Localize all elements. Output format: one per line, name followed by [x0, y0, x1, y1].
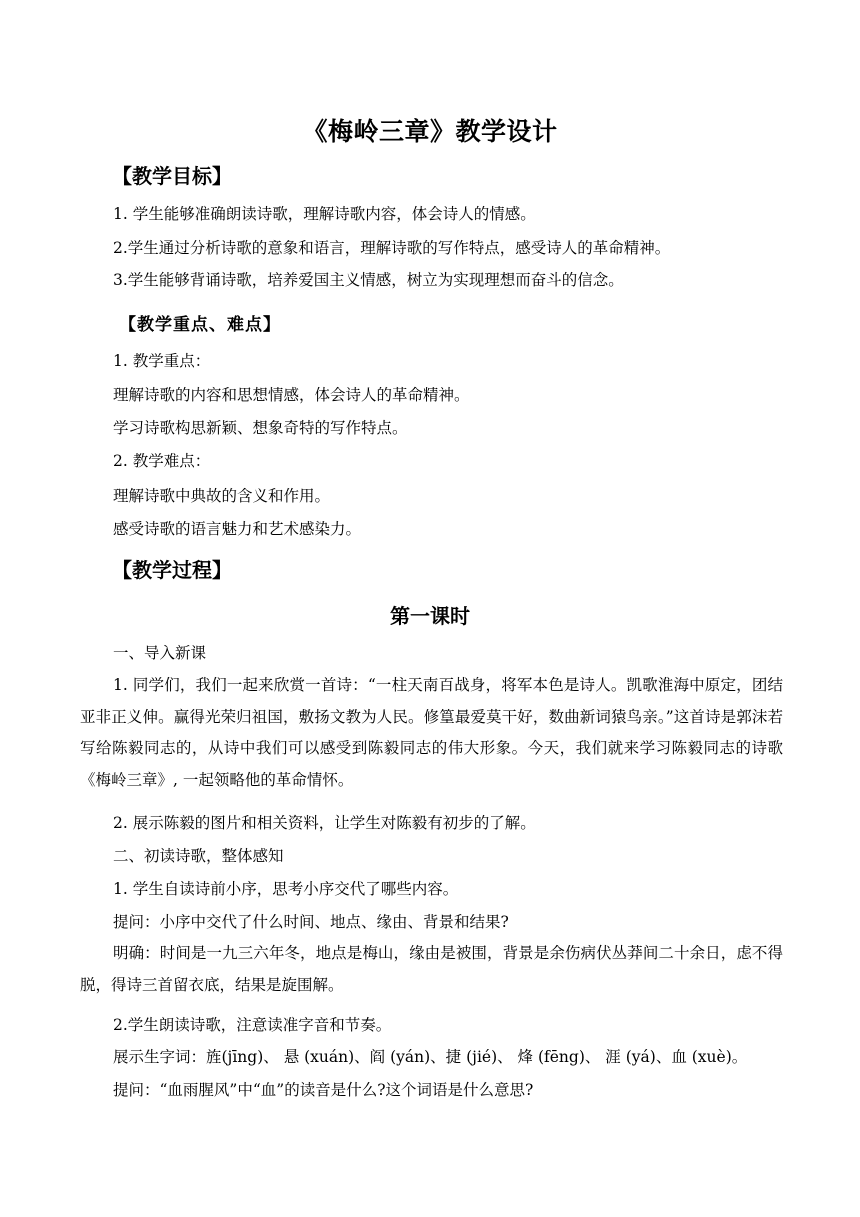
focus-item-1: 理解诗歌的内容和思想情感，体会诗人的革命精神。 — [113, 386, 470, 404]
process-heading: 【教学过程】 — [112, 558, 232, 582]
focus-item-2: 学习诗歌构思新颖、想象奇特的写作特点。 — [113, 419, 408, 437]
objective-item-1: 1. 学生能够准确朗读诗歌，理解诗歌内容，体会诗人的情感。 — [113, 205, 536, 223]
section-2-title: 二、初读诗歌，整体感知 — [113, 847, 284, 865]
difficulty-item-2: 感受诗歌的语言魅力和艺术感染力。 — [113, 520, 362, 538]
objective-item-2: 2.学生通过分析诗歌的意象和语言，理解诗歌的写作特点，感受诗人的革命精神。 — [113, 239, 671, 257]
question-1: 提问：小序中交代了什么时间、地点、缘由、背景和结果? — [113, 913, 509, 931]
objective-item-3: 3.学生能够背诵诗歌，培养爱国主义情感，树立为实现理想而奋斗的信念。 — [113, 271, 624, 289]
focus-label: 1. 教学重点： — [113, 352, 211, 370]
read-item-1: 1. 学生自读诗前小序，思考小序交代了哪些内容。 — [113, 880, 459, 898]
intro-item-2: 2. 展示陈毅的图片和相关资料，让学生对陈毅有初步的了解。 — [113, 814, 536, 832]
document-title: 《梅岭三章》教学设计 — [302, 117, 558, 146]
difficulty-item-1: 理解诗歌中典故的含义和作用。 — [113, 487, 331, 505]
vocab-list: 展示生字词：旌(jīng)、 悬 (xuán)、阎 (yán)、捷 (jié)、 烽 (fēng)、 涯 (yá)、血 (xuè)。 — [113, 1048, 748, 1066]
key-points-heading: 【教学重点、难点】 — [119, 315, 281, 335]
read-item-2: 2.学生朗读诗歌，注意读准字音和节奏。 — [113, 1016, 392, 1034]
answer-1: 明确：时间是一九三六年冬，地点是梅山，缘由是被围，背景是余伤病伏丛莽间二十余日，虑不得脱，得诗三首留衣底，结果是旋围解。 — [80, 944, 783, 994]
question-2: 提问：“血雨腥风”中“血”的读音是什么?这个词语是什么意思? — [113, 1081, 534, 1099]
lesson-title: 第一课时 — [390, 604, 470, 628]
intro-paragraph: 1. 同学们，我们一起来欣赏一首诗：“一柱天南百战身，将军本色是诗人。凯歌淮海中原定，团结亚非正义伸。赢得光荣归祖国，敷扬文教为人民。修篁最爱莫干好，数曲新词猿鸟亲。”这首诗是郭沫若写给陈毅同志的，从诗中我们可以感受到陈毅同志的伟大形象。今天，我们就来学习陈毅同志的诗歌《梅岭三章》, 一起领略他的革命情怀。 — [80, 676, 783, 789]
objectives-heading: 【教学目标】 — [112, 164, 232, 188]
difficulty-label: 2. 教学难点： — [113, 452, 211, 470]
section-1-title: 一、导入新课 — [113, 644, 207, 662]
